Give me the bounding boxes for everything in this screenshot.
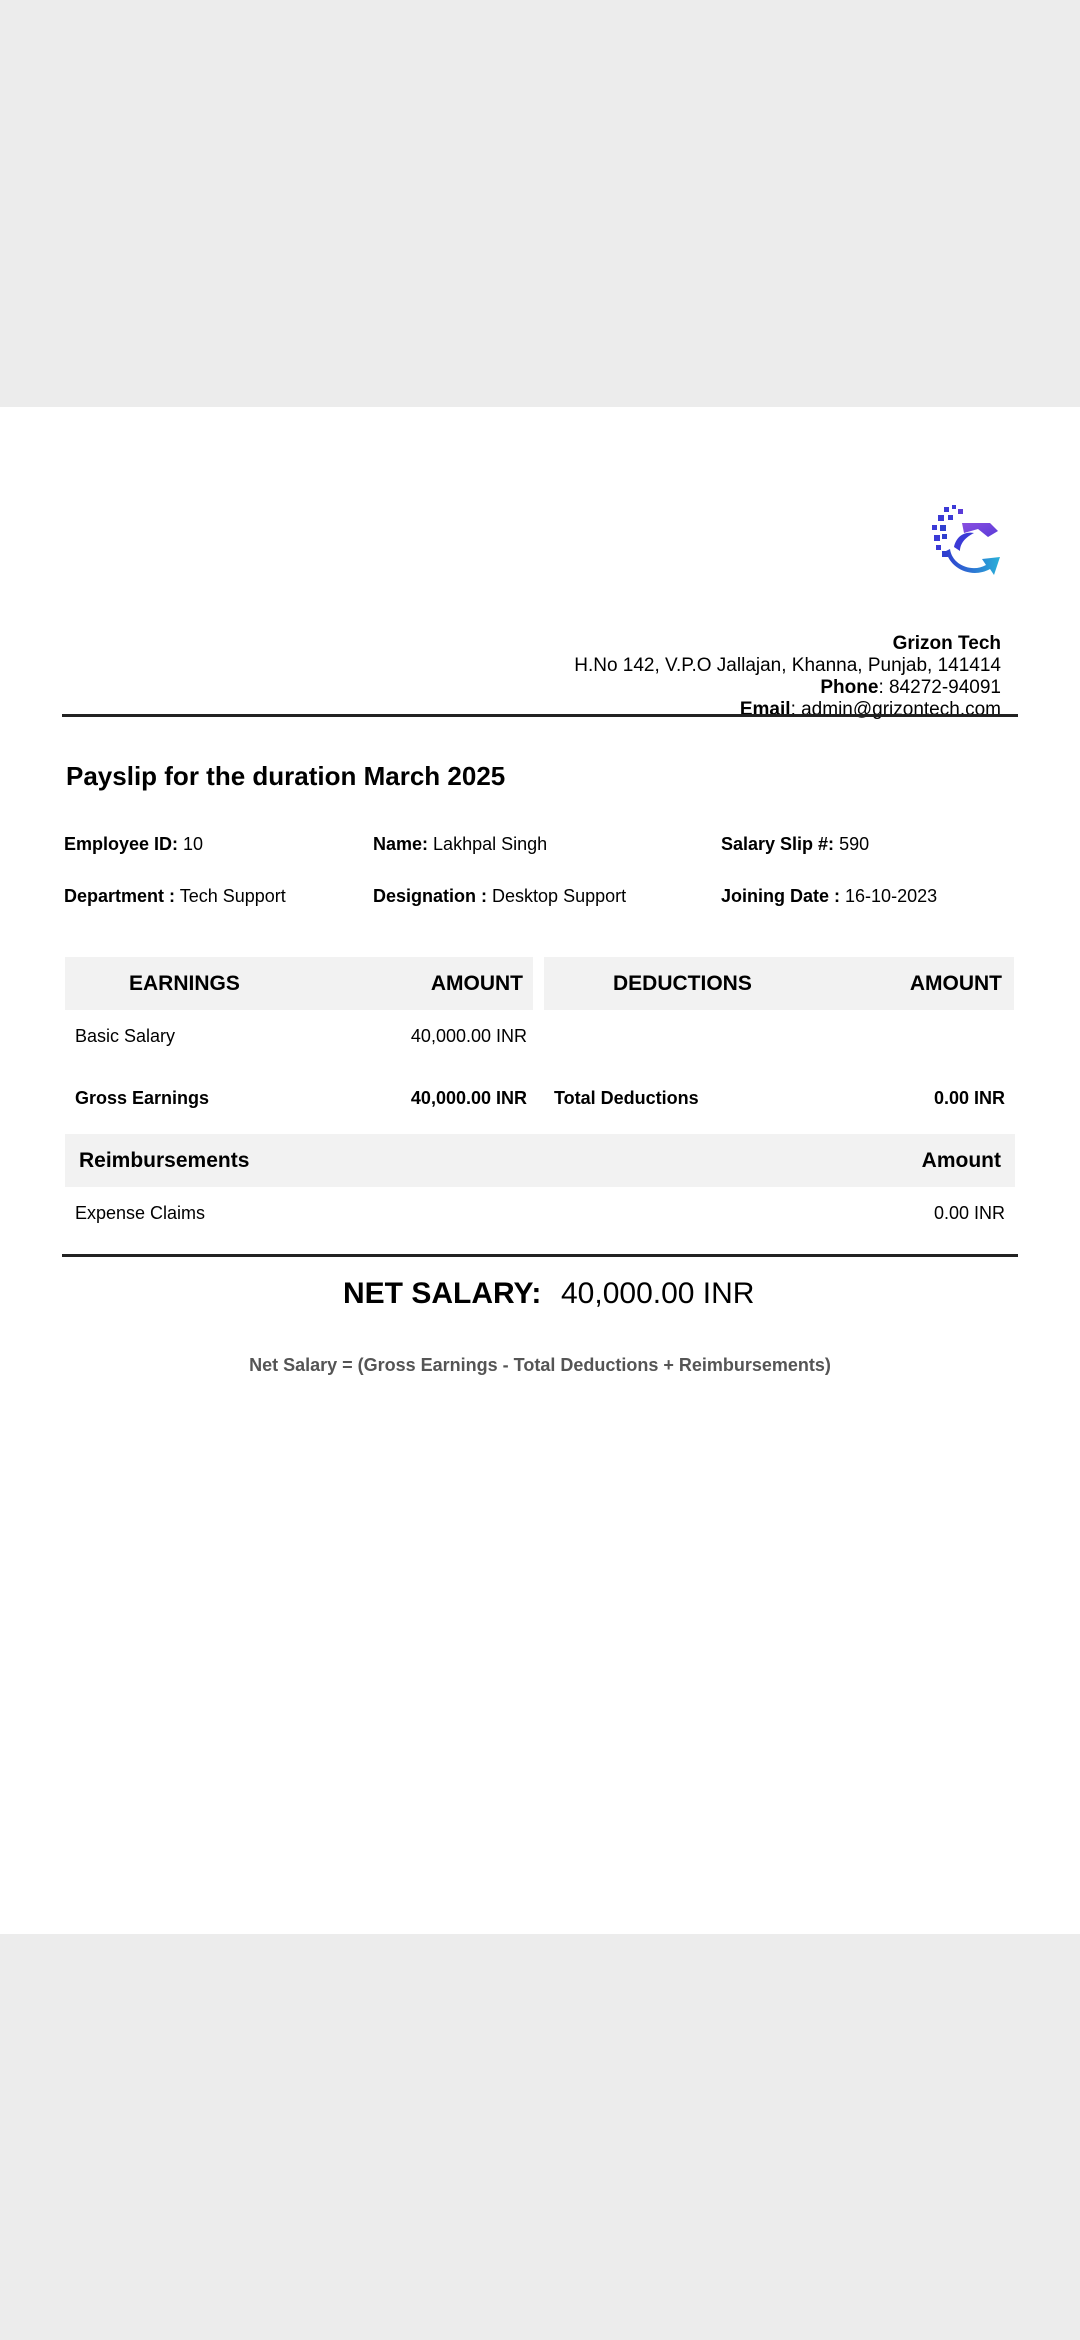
designation-value: Desktop Support: [492, 886, 627, 906]
employee-name: [373, 834, 547, 855]
total-deductions-label: Total Deductions: [554, 1088, 699, 1108]
reimbursements-amount-header: Amount: [921, 1149, 1001, 1172]
employee-id-label: Employee ID:: [64, 834, 179, 854]
phone-label: Phone: [820, 677, 879, 698]
company-block: [574, 633, 1001, 721]
employee-id-value: 10: [183, 834, 204, 854]
header-divider: [62, 714, 1018, 717]
deductions-header-label: DEDUCTIONS: [613, 972, 752, 995]
salary-slip-label: Salary Slip #:: [721, 834, 835, 854]
company-name: Grizon Tech: [892, 633, 1001, 654]
joining-label: Joining Date :: [721, 886, 841, 906]
employee-name-value: Lakhpal Singh: [433, 834, 548, 854]
joining-value: 16-10-2023: [845, 886, 938, 906]
employee-department: [64, 886, 286, 907]
email-label: Email: [739, 699, 791, 720]
net-salary-label: NET SALARY:: [343, 1277, 542, 1310]
earnings-amount-header: AMOUNT: [430, 972, 523, 995]
earnings-header: [65, 957, 533, 1010]
company-phone: [574, 677, 1001, 699]
employee-name-label: Name:: [373, 834, 429, 854]
deductions-amount-header: AMOUNT: [909, 972, 1002, 995]
grizon-logo-icon: [928, 503, 1004, 579]
reimbursements-header: [65, 1134, 1015, 1187]
employee-id: [64, 834, 203, 855]
net-divider: [62, 1254, 1018, 1257]
payslip-title: Payslip for the duration March 2025: [66, 761, 506, 791]
company-email: [574, 699, 1001, 721]
earnings-header-label: EARNINGS: [129, 972, 240, 995]
reimbursement-row-label: Expense Claims: [75, 1203, 206, 1223]
phone-value: : 84272-94091: [878, 677, 1001, 698]
salary-slip-number: [721, 834, 869, 855]
net-salary-formula: Net Salary = (Gross Earnings - Total Deductions + Reimbursements): [249, 1355, 831, 1375]
reimbursement-row-amount: 0.00 INR: [933, 1203, 1005, 1223]
employee-designation: [373, 886, 626, 907]
payslip-page: [0, 407, 1080, 1934]
reimbursements-header-label: Reimbursements: [79, 1149, 250, 1172]
department-value: Tech Support: [179, 886, 286, 906]
salary-slip-value: 590: [839, 834, 870, 854]
net-salary-value: 40,000.00 INR: [561, 1277, 755, 1310]
gross-earnings-label: Gross Earnings: [75, 1088, 210, 1108]
department-label: Department :: [64, 886, 176, 906]
earning-row-amount: 40,000.00 INR: [410, 1026, 527, 1046]
earning-row-label: Basic Salary: [75, 1026, 176, 1046]
email-value: : admin@grizontech.com: [790, 699, 1001, 720]
gross-earnings-value: 40,000.00 INR: [410, 1088, 527, 1108]
deductions-header: [544, 957, 1014, 1010]
joining-date: [721, 886, 937, 907]
total-deductions-value: 0.00 INR: [933, 1088, 1005, 1108]
designation-label: Designation :: [373, 886, 488, 906]
company-address: H.No 142, V.P.O Jallajan, Khanna, Punjab, 141414: [574, 655, 1001, 676]
